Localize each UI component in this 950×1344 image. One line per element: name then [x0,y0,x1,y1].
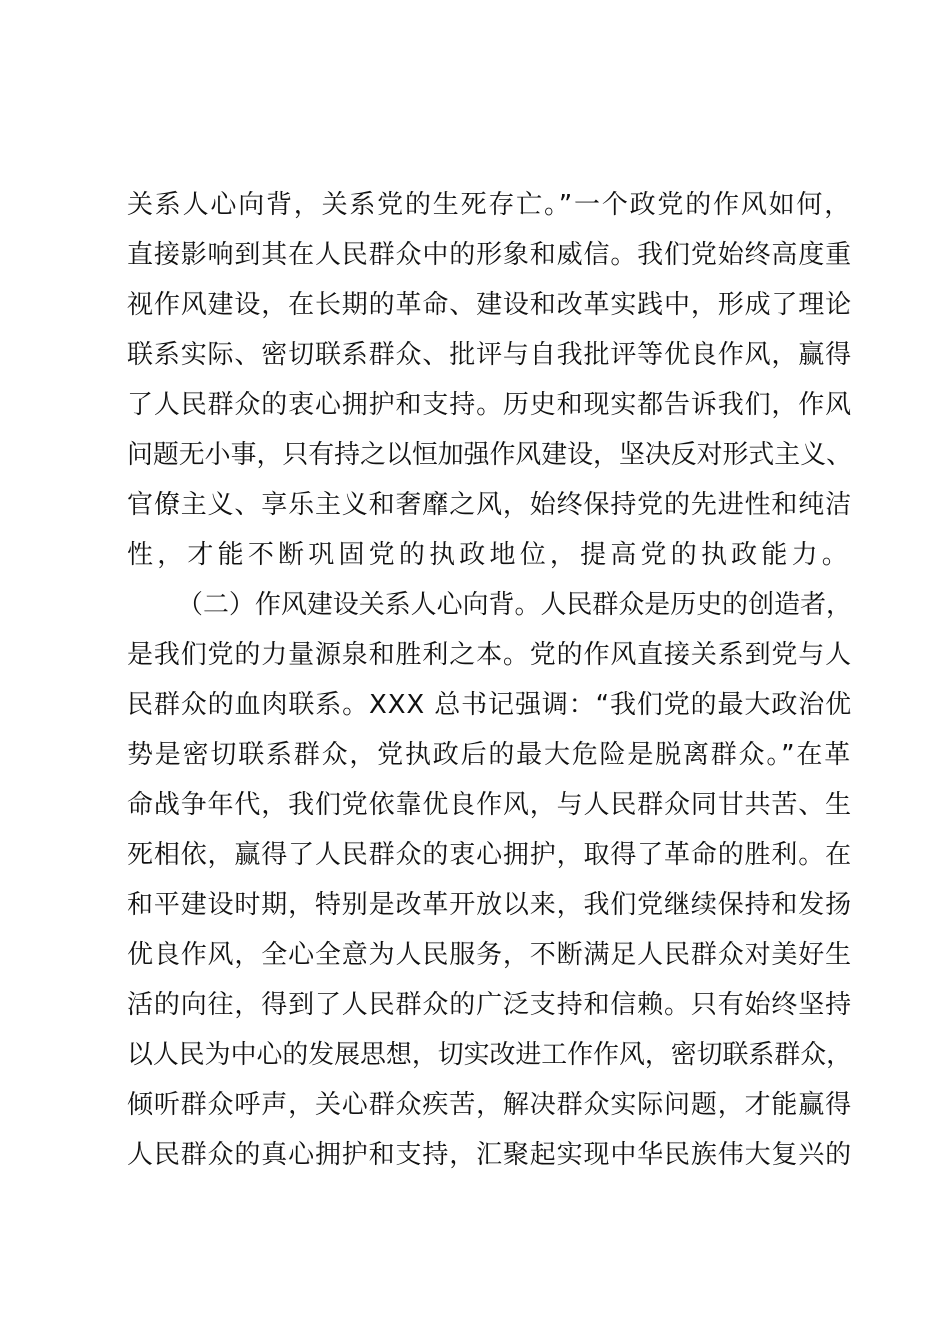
text-line: 命战争年代，我们党依靠优良作风，与人民群众同甘共苦、生 [127,790,852,820]
text-line: 问题无小事，只有持之以恒加强作风建设，坚决反对形式主义、 [127,440,852,470]
text-line: 死相依，赢得了人民群众的衷心拥护，取得了革命的胜利。在 [127,840,852,870]
text-line: 和平建设时期，特别是改革开放以来，我们党继续保持和发扬 [127,890,852,920]
text-line: 关系人心向背，关系党的生死存亡。”一个政党的作风如何， [127,190,852,220]
text-line: 倾听群众呼声，关心群众疾苦，解决群众实际问题，才能赢得 [127,1090,852,1120]
text-line: 民群众的血肉联系。XXX 总书记强调：“我们党的最大政治优 [127,690,852,720]
text-line: 势是密切联系群众，党执政后的最大危险是脱离群众。”在革 [127,740,852,770]
text-line: 直接影响到其在人民群众中的形象和威信。我们党始终高度重 [127,240,852,270]
text-line: 优良作风，全心全意为人民服务，不断满足人民群众对美好生 [127,940,852,970]
text-line: 是我们党的力量源泉和胜利之本。党的作风直接关系到党与人 [127,640,852,670]
text-line: 人民群众的真心拥护和支持，汇聚起实现中华民族伟大复兴的 [127,1140,852,1170]
text-line: 了人民群众的衷心拥护和支持。历史和现实都告诉我们，作风 [127,390,852,420]
text-line: 活的向往，得到了人民群众的广泛支持和信赖。只有始终坚持 [127,990,852,1020]
text-line: 联系实际、密切联系群众、批评与自我批评等优良作风，赢得 [127,340,852,370]
text-line: 性，才能不断巩固党的执政地位，提高党的执政能力。 [127,540,852,570]
text-line: 视作风建设，在长期的革命、建设和改革实践中，形成了理论 [127,290,852,320]
section-heading-line: （二）作风建设关系人心向背。人民群众是历史的创造者， [177,590,852,620]
text-line: 以人民为中心的发展思想，切实改进工作作风，密切联系群众， [127,1040,852,1070]
text-line: 官僚主义、享乐主义和奢靡之风，始终保持党的先进性和纯洁 [127,490,852,520]
